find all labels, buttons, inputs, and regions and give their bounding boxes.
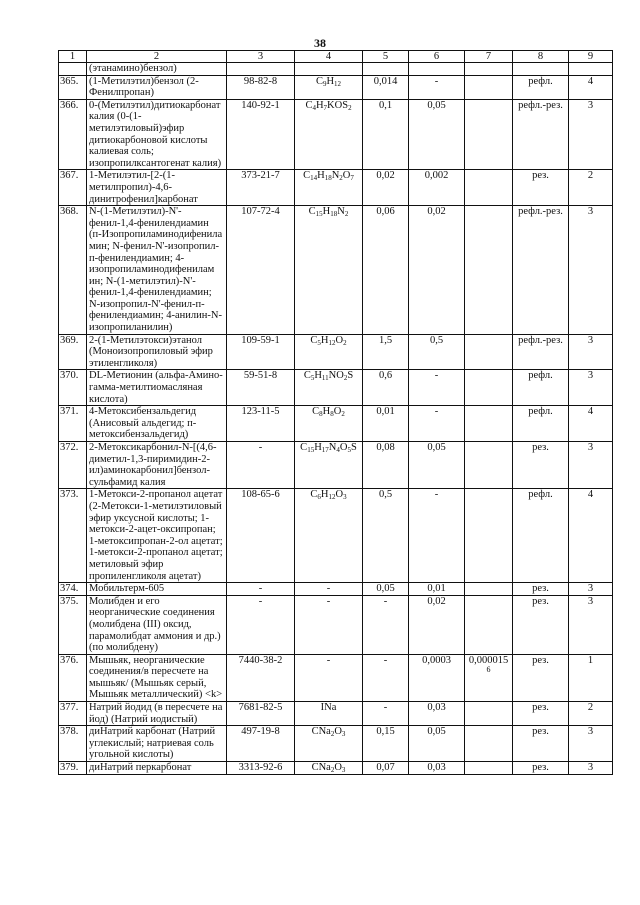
column-header: 6	[409, 51, 465, 63]
formula-subscript: 2	[341, 410, 345, 419]
class-col9: 3	[569, 99, 613, 170]
formula-part: N	[331, 170, 340, 182]
formula-subscript: 5	[310, 374, 315, 383]
value-col6: 0,05	[409, 726, 465, 762]
value-col6: 0,05	[409, 442, 465, 489]
column-header: 5	[363, 51, 409, 63]
mode-col8: рез.	[513, 442, 569, 489]
table-row	[59, 489, 613, 583]
class-col9: 4	[569, 406, 613, 442]
value-col7	[465, 206, 513, 335]
value-col6: 0,01	[409, 583, 465, 596]
class-col9: 4	[569, 75, 613, 99]
formula-subscript: 2	[348, 103, 352, 112]
value-col7	[465, 370, 513, 406]
row-number: 367.	[59, 170, 87, 206]
value-col6: 0,02	[409, 595, 465, 654]
table-row	[59, 370, 613, 406]
substance-name: диНатрий перкарбонат	[87, 762, 227, 775]
table-row	[59, 334, 613, 370]
substance-name: 1-Метилэтил-[2-(1-метилпропил)-4,6-динитрофенил]карбонат	[87, 170, 227, 206]
row-number: 379.	[59, 762, 87, 775]
column-header: 4	[295, 51, 363, 63]
substance-name: Молибден и его неорганические соединения (молибдена (III) оксид, парамолибдат аммония и др.) (по молибдену)	[87, 595, 227, 654]
column-header: 8	[513, 51, 569, 63]
substance-name: Натрий йодид (в пересчете на йод) (Натрий иодистый)	[87, 702, 227, 726]
formula-part: C	[303, 170, 311, 182]
row-number: 370.	[59, 370, 87, 406]
table-row	[59, 702, 613, 726]
chemical-formula	[295, 762, 363, 775]
formula-part: H	[314, 370, 322, 382]
value-col6: 0,002	[409, 170, 465, 206]
chemical-formula	[295, 489, 363, 583]
value-col5: 1,5	[363, 334, 409, 370]
formula-part: H	[320, 334, 329, 346]
formula-subscript: 12	[328, 338, 336, 347]
chemical-formula	[295, 654, 363, 701]
formula-part: N	[328, 442, 337, 453]
formula-part: N	[337, 206, 345, 218]
value-col5: 0,01	[363, 406, 409, 442]
value-col6: 0,03	[409, 762, 465, 775]
header-row	[59, 51, 613, 63]
chemical-formula	[295, 726, 363, 762]
row-number: 372.	[59, 442, 87, 489]
formula-part: CNa	[311, 726, 331, 738]
formula-part: O	[342, 170, 351, 182]
mode-col8: рез.	[513, 583, 569, 596]
class-col9: 3	[569, 762, 613, 775]
column-header: 1	[59, 51, 87, 63]
formula-part: H	[314, 442, 322, 453]
cas-number: -	[227, 595, 295, 654]
formula-part: O	[334, 726, 342, 738]
page-number: 38	[314, 36, 326, 50]
value-col7	[465, 99, 513, 170]
formula-part: C	[310, 334, 318, 346]
formula-subscript: 7	[350, 174, 354, 183]
row-number: 371.	[59, 406, 87, 442]
formula-subscript: 11	[321, 374, 329, 383]
class-col9: 3	[569, 595, 613, 654]
formula-subscript: 15	[307, 446, 315, 454]
table-row	[59, 654, 613, 701]
formula-part: INa	[320, 702, 337, 714]
mode-col8: рефл.	[513, 406, 569, 442]
chemical-formula	[295, 75, 363, 99]
mode-col8: рез.	[513, 654, 569, 701]
value-col6: 0,5	[409, 334, 465, 370]
formula-part: H	[315, 99, 324, 111]
mode-col8: рез.	[513, 726, 569, 762]
cas-number: 497-19-8	[227, 726, 295, 762]
formula-subscript: 12	[334, 79, 342, 88]
row-number: 373.	[59, 489, 87, 583]
row-number: 368.	[59, 206, 87, 335]
formula-part: KOS	[327, 99, 349, 111]
value-col5: -	[363, 595, 409, 654]
table-row	[59, 726, 613, 762]
formula-subscript: 15	[315, 210, 323, 219]
column-header: 7	[465, 51, 513, 63]
mode-col8: рез.	[513, 170, 569, 206]
substance-name: (1-Метилэтил)бензол (2-Фенилпропан)	[87, 75, 227, 99]
chemical-formula	[295, 442, 363, 489]
table-body	[59, 63, 613, 775]
formula-part: O	[339, 442, 348, 453]
substance-name: 0-(Метилэтил)дитиокарбонат калия (0-(1-метилэтиловый)эфир дитиокарбоновой кислоты калиевая соль; изопропилксантогенат калия)	[87, 99, 227, 170]
formula-part: CNa	[311, 762, 331, 774]
formula-part: -	[326, 654, 331, 666]
continuation-text: (этанамино)бензол)	[87, 63, 227, 76]
value-col6: 0,0003	[409, 654, 465, 701]
class-col9: 3	[569, 334, 613, 370]
table-row	[59, 442, 613, 489]
value-col7-extra: 6	[486, 665, 491, 675]
value-col5: 0,06	[363, 206, 409, 335]
formula-subscript: 4	[312, 103, 316, 112]
column-header: 3	[227, 51, 295, 63]
mode-col8: рез.	[513, 595, 569, 654]
value-col5: 0,07	[363, 762, 409, 775]
value-col6: 0,05	[409, 99, 465, 170]
value-col5: 0,05	[363, 583, 409, 596]
formula-subscript: 2	[330, 766, 335, 775]
class-col9: 2	[569, 702, 613, 726]
formula-part: C	[303, 370, 311, 382]
chemical-formula	[295, 406, 363, 442]
substance-name: DL-Метионин (альфа-Амино-гамма-метилтиомасляная кислота)	[87, 370, 227, 406]
row-number: 376.	[59, 654, 87, 701]
cas-number: 123-11-5	[227, 406, 295, 442]
table-row	[59, 762, 613, 775]
cas-number: -	[227, 583, 295, 596]
substance-name: 1-Метокси-2-пропанол ацетат (2-Метокси-1-метилэтиловый эфир уксусной кислоты; 1-метокси-2-ацет-оксипропан; 1-метоксипропан-2-ол ацетат; 1-метокси-2-пропанол ацетат; метиловый эфир пропиленгликоля ацетат)	[87, 489, 227, 583]
substances-table	[58, 50, 613, 775]
formula-subscript: 14	[310, 174, 318, 183]
cas-number: 108-65-6	[227, 489, 295, 583]
value-col7	[465, 595, 513, 654]
chemical-formula	[295, 170, 363, 206]
mode-col8: рефл.	[513, 370, 569, 406]
substance-name: 4-Метоксибензальдегид (Анисовый альдегид; п-метоксибензальдегид)	[87, 406, 227, 442]
cas-number: 373-21-7	[227, 170, 295, 206]
cas-number: 3313-92-6	[227, 762, 295, 775]
formula-part: C	[300, 442, 308, 453]
formula-subscript: 8	[319, 410, 323, 419]
formula-part: C	[315, 75, 323, 87]
value-col7	[465, 583, 513, 596]
formula-part: O	[334, 762, 342, 774]
mode-col8: рефл.	[513, 75, 569, 99]
class-col9: 3	[569, 583, 613, 596]
cas-number: 107-72-4	[227, 206, 295, 335]
formula-part: O	[335, 334, 344, 346]
cas-number: 109-59-1	[227, 334, 295, 370]
column-header: 9	[569, 51, 613, 63]
chemical-formula	[295, 702, 363, 726]
cas-number: 7440-38-2	[227, 654, 295, 701]
value-col7	[465, 489, 513, 583]
formula-subscript: 6	[317, 493, 321, 502]
chemical-formula	[295, 99, 363, 170]
substance-name: 2-(1-Метилэтокси)этанол (Моноизопропиловый эфир этиленгликоля)	[87, 334, 227, 370]
formula-subscript: 2	[339, 174, 343, 183]
mode-col8: рез.	[513, 702, 569, 726]
table-row	[59, 170, 613, 206]
cas-number: 98-82-8	[227, 75, 295, 99]
substance-name: Мышьяк, неорганические соединения/в пересчете на мышьяк/ (Мышьяк серый, Мышьяк металлический) <k>	[87, 654, 227, 701]
value-col7	[465, 334, 513, 370]
class-col9: 1	[569, 654, 613, 701]
mode-col8: рефл.-рез.	[513, 334, 569, 370]
mode-col8: рез.	[513, 762, 569, 775]
mode-col8: рефл.-рез.	[513, 99, 569, 170]
formula-subscript: 2	[344, 210, 349, 219]
value-col5: 0,014	[363, 75, 409, 99]
formula-subscript: 2	[343, 338, 347, 347]
value-col5: 0,5	[363, 489, 409, 583]
mode-col8: рефл.-рез.	[513, 206, 569, 335]
formula-subscript: 3	[341, 730, 346, 739]
value-col7	[465, 726, 513, 762]
value-col6: 0,02	[409, 206, 465, 335]
row-number: 377.	[59, 702, 87, 726]
value-col7	[465, 406, 513, 442]
substance-name: 2-Метоксикарбонил-N-[(4,6-диметил-1,3-пиримидин-2-ил)аминокарбонил]бензол-сульфамид калия	[87, 442, 227, 489]
formula-subscript: 9	[322, 79, 327, 88]
value-col7	[465, 762, 513, 775]
formula-part: O	[335, 489, 344, 501]
formula-subscript: 5	[317, 338, 321, 347]
class-col9: 2	[569, 170, 613, 206]
value-col7	[465, 75, 513, 99]
formula-part: C	[310, 489, 318, 501]
class-col9: 3	[569, 726, 613, 762]
value-col5: 0,1	[363, 99, 409, 170]
chemical-formula	[295, 334, 363, 370]
class-col9: 3	[569, 442, 613, 489]
continuation-row	[59, 63, 613, 76]
formula-subscript: 5	[347, 446, 351, 454]
value-col5: 0,08	[363, 442, 409, 489]
value-col7	[465, 442, 513, 489]
formula-part: H	[322, 406, 331, 418]
table-row	[59, 583, 613, 596]
row-number: 375.	[59, 595, 87, 654]
formula-part: S	[350, 442, 357, 453]
formula-part: H	[320, 489, 329, 501]
value-col5: 0,6	[363, 370, 409, 406]
value-col7	[465, 170, 513, 206]
formula-part: H	[322, 206, 331, 218]
formula-part: -	[326, 583, 331, 595]
value-col5: 0,02	[363, 170, 409, 206]
formula-part: NO	[328, 370, 344, 382]
formula-part: H	[326, 75, 335, 87]
cas-number: 140-92-1	[227, 99, 295, 170]
value-col6: -	[409, 75, 465, 99]
formula-subscript: 12	[328, 493, 336, 502]
chemical-formula	[295, 370, 363, 406]
value-col7	[465, 702, 513, 726]
value-col5: -	[363, 654, 409, 701]
class-col9: 3	[569, 370, 613, 406]
value-col7: 0,000015 6	[465, 654, 513, 701]
table-row	[59, 75, 613, 99]
class-col9: 3	[569, 206, 613, 335]
formula-subscript: 7	[323, 103, 328, 112]
formula-subscript: 2	[343, 374, 348, 383]
value-col6: -	[409, 406, 465, 442]
formula-subscript: 3	[343, 493, 347, 502]
formula-part: O	[333, 406, 342, 418]
formula-subscript: 17	[321, 446, 329, 454]
chemical-formula	[295, 595, 363, 654]
formula-subscript: 4	[336, 446, 340, 454]
row-number: 365.	[59, 75, 87, 99]
value-col6: -	[409, 489, 465, 583]
formula-part: C	[312, 406, 320, 418]
formula-part: C	[308, 206, 316, 218]
formula-subscript: 8	[330, 410, 334, 419]
column-header: 2	[87, 51, 227, 63]
class-col9: 4	[569, 489, 613, 583]
value-col5: 0,15	[363, 726, 409, 762]
cas-number: -	[227, 442, 295, 489]
cas-number: 7681-82-5	[227, 702, 295, 726]
table-row	[59, 406, 613, 442]
row-number: 378.	[59, 726, 87, 762]
formula-subscript: 18	[324, 174, 332, 183]
table-row	[59, 206, 613, 335]
value-col5: -	[363, 702, 409, 726]
table-row	[59, 99, 613, 170]
cas-number: 59-51-8	[227, 370, 295, 406]
formula-part: H	[317, 170, 325, 182]
formula-part: S	[347, 370, 354, 382]
formula-part: C	[305, 99, 313, 111]
table-row	[59, 595, 613, 654]
formula-part: -	[326, 595, 331, 607]
chemical-formula	[295, 206, 363, 335]
chemical-formula	[295, 583, 363, 596]
row-number: 374.	[59, 583, 87, 596]
formula-subscript: 18	[330, 210, 338, 219]
value-col6: -	[409, 370, 465, 406]
row-number: 366.	[59, 99, 87, 170]
substance-name: N-(1-Метилэтил)-N'-фенил-1,4-фенилендиамин (п-Изопропиламинодифенила мин; N-фенил-N'-изопропил-п-фенилендиамин; 4-изопропиламинодифенилам ин; N-(1-метилэтил)-N'-фенил-1,4-фенилендиамин; N-изопропил-N'-фенил-п-фенилендиамин; 4-анилин-N-изопропиланилин)	[87, 206, 227, 335]
substance-name: диНатрий карбонат (Натрий углекислый; натриевая соль угольной кислоты)	[87, 726, 227, 762]
formula-subscript: 2	[330, 730, 335, 739]
formula-subscript: 3	[341, 766, 346, 775]
mode-col8: рефл.	[513, 489, 569, 583]
row-number: 369.	[59, 334, 87, 370]
substance-name: Мобильтерм-605	[87, 583, 227, 596]
value-col6: 0,03	[409, 702, 465, 726]
